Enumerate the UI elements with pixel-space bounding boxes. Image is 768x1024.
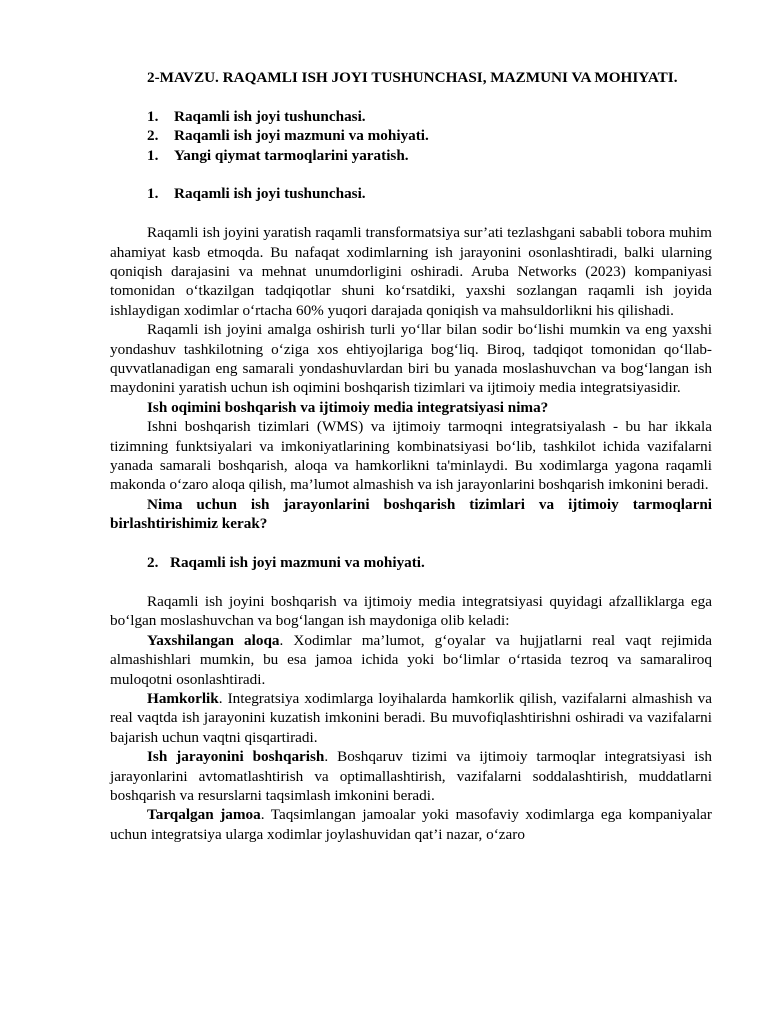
document-page bbox=[110, 68, 712, 844]
benefit-term: Tarqalgan jamoa bbox=[147, 806, 261, 824]
paragraph: Raqamli ish joyini amalga oshirish turli yo‘llar bilan sodir bo‘lishi mumkin va eng yaxshi yondashuv tashkilotning o‘ziga xos ehtiyojlariga bog‘liq. Biroq, tadqiqot tomonidan qo‘llab-quvvatlanadigan eng samarali yondashuvlardan biri bu yanada moslashuvchan va bog‘langan ish maydonini yaratish uchun ish oqimini boshqarish tizimlari va ijtimoiy media integratsiyasidir. bbox=[110, 321, 712, 397]
benefit-text: . Taqsimlangan jamoalar yoki masofaviy xodimlarga ega kompaniyalar uchun integratsiya ularga xodimlar joylashuvidan qat’i nazar, o‘zaro bbox=[110, 806, 712, 843]
paragraph: Ishni boshqarish tizimlari (WMS) va ijtimoiy tarmoqni integratsiyalash - bu har ikkala tizimning funktsiyalari va imkoniyatlarining kombinatsiyasi bo‘lib, tashkilot ichida vazifalarni yanada samarali boshqarish, aloqa va hamkorlikni ta'minlaydi. Bu xodimlarga yagona raqamli makonda o‘zaro aloqa qilish, ma’lumot almashish va ish jarayonlarini boshqarish imkonini beradi. bbox=[110, 418, 712, 494]
question-heading: Nima uchun ish jarayonlarini boshqarish tizimlari va ijtimoiy tarmoqlarni birlashtirishimiz kerak? bbox=[110, 495, 712, 533]
benefit-text: . Xodimlar ma’lumot, g‘oyalar va hujjatlarni real vaqt rejimida almashishlari mumkin, bu esa jamoa ichida yoki bo‘limlar o‘rtasida tezroq va samaraliroq muloqotni osonlashtiradi. bbox=[110, 631, 713, 688]
outline-item bbox=[110, 146, 712, 165]
outline-item-text: Yangi qiymat tarmoqlarini yaratish. bbox=[174, 146, 409, 164]
benefit-paragraph bbox=[110, 805, 712, 844]
outline-item bbox=[110, 107, 712, 126]
spacer bbox=[110, 534, 712, 553]
paragraph: Raqamli ish joyini yaratish raqamli transformatsiya sur’ati tezlashgani sababli tobora muhim ahamiyat kasb etmoqda. Bu nafaqat xodimlarning ish jarayonini osonlashtiradi, balki ularning qoniqish darajasini va mehnat unumdorligini oshiradi. Aruba Networks (2023) kompaniyasi tomonidan o‘tkazilgan tadqiqotlar shuni ko‘rsatdiki, yaxshi sozlangan raqamli ish joyida ishlaydigan xodimlar o‘rtacha 60% yuqori darajada qoniqish va mahsuldorlikni his qilishadi. bbox=[110, 224, 712, 319]
spacer bbox=[110, 573, 712, 592]
outline-item-number: 1. bbox=[147, 146, 159, 164]
section-2-heading bbox=[110, 553, 712, 572]
outline-item bbox=[110, 126, 712, 145]
section-heading-text: Raqamli ish joyi mazmuni va mohiyati. bbox=[170, 554, 425, 572]
spacer bbox=[110, 165, 712, 184]
benefit-term: Hamkorlik bbox=[147, 689, 219, 707]
section-number: 2. bbox=[147, 554, 159, 572]
spacer bbox=[110, 204, 712, 223]
section-heading-text: Raqamli ish joyi tushunchasi. bbox=[174, 185, 366, 203]
outline-item-number: 2. bbox=[147, 127, 159, 145]
benefit-text: . Boshqaruv tizimi va ijtimoiy tarmoqlar integratsiyasi ish jarayonlarini avtomatlashtirish va optimallashtirish, vazifalarni soddalashtirish, muddatlarni boshqarish va resurslarni taqsimlash imkonini beradi. bbox=[110, 748, 713, 804]
section-1-heading bbox=[110, 184, 712, 203]
benefit-term: Ish jarayonini boshqarish bbox=[147, 748, 325, 766]
spacer bbox=[110, 87, 712, 106]
benefit-paragraph bbox=[110, 747, 712, 805]
benefit-paragraph bbox=[110, 631, 712, 689]
question-heading: Ish oqimini boshqarish va ijtimoiy media integratsiyasi nima? bbox=[147, 398, 549, 416]
outline-item-text: Raqamli ish joyi tushunchasi. bbox=[174, 107, 366, 125]
outline-list bbox=[110, 107, 712, 165]
section-number: 1. bbox=[147, 185, 159, 203]
paragraph: Raqamli ish joyini boshqarish va ijtimoiy media integratsiyasi quyidagi afzalliklarga ega bo‘lgan moslashuvchan va bog‘langan ish maydoniga olib keladi: bbox=[110, 592, 712, 630]
benefit-term: Yaxshilangan aloqa bbox=[147, 631, 280, 649]
page-title: 2-MAVZU. RAQAMLI ISH JOYI TUSHUNCHASI, MAZMUNI VA MOHIYATI. bbox=[147, 69, 678, 86]
outline-item-number: 1. bbox=[147, 107, 159, 125]
benefit-paragraph bbox=[110, 689, 712, 747]
outline-item-text: Raqamli ish joyi mazmuni va mohiyati. bbox=[174, 127, 429, 145]
benefit-text: . Integratsiya xodimlarga loyihalarda hamkorlik qilish, vazifalarni almashish va real vaqtda ish jarayonini kuzatish imkonini beradi. Bu muvofiqlashtirishni oshiradi va vazifalarni bajarish uchun vaqtni qisqartiradi. bbox=[110, 689, 712, 746]
